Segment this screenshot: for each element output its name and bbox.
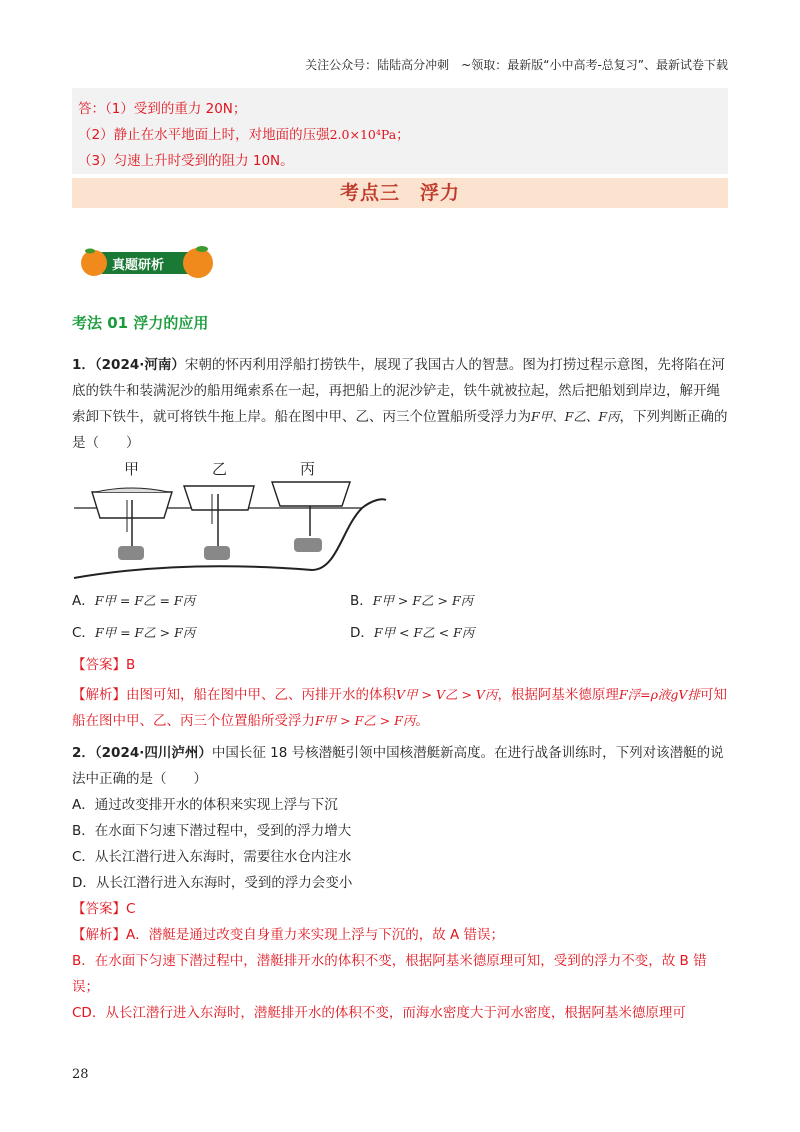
q1-analysis: 【解析】由图可知，船在图中甲、乙、丙排开水的体积V甲 > V乙 > V丙，根据阿基米德原理F浮=ρ液gV排可知 船在图中甲、乙、丙三个位置船所受浮力F甲 > F乙 > F丙。 [72,687,727,729]
section-title-bar [72,178,728,208]
q1-number: 1． [72,357,95,373]
page-number: 28 [72,1067,89,1082]
q2-option-c: C．从长江潜行进入东海时，需要往水仓内注水 [72,849,352,865]
q1-option-b: B．F甲 > F乙 > F丙 [350,593,474,609]
label-jia: 甲 [124,460,140,478]
q2-option-a: A．通过改变排开水的体积来实现上浮与下沉 [72,797,338,813]
page-header: 关注公众号：陆陆高分冲刺 ~领取：最新版“小中高考-总复习”、最新试卷下载 [305,58,728,72]
answer-line-1: 答：（1）受到的重力 20N； [78,101,247,117]
q2-answer: 【答案】C [72,901,136,917]
question-1 [72,352,728,456]
badge [76,242,216,282]
q1-answer: 【答案】B [72,657,136,673]
q1-text2: ，下列判断正确的是（ ） [72,409,728,451]
answer-box [72,88,728,174]
question-2: 2．（2024·四川泸州）中国长征 18 号核潜艇引领中国核潜艇新高度。在进行战备训练时，下列对该潜艇的说法中正确的是（ ） [72,745,724,787]
answer-line-3: （3）匀速上升时受到的阻力 10N。 [78,153,294,169]
q1-forces: F甲、F乙、F丙 [531,409,620,424]
q2-option-b: B．在水面下匀速下潜过程中，受到的浮力增大 [72,823,352,839]
q1-option-a: A．F甲 = F乙 = F丙 [72,593,196,609]
q1-source: （2024·河南） [94,357,185,373]
label-bing: 丙 [300,460,316,478]
method-title: 考法 01 浮力的应用 [72,314,209,332]
q1-option-c: C．F甲 = F乙 > F丙 [72,625,196,641]
badge-label: 真题研析 [112,258,165,273]
label-yi: 乙 [212,460,228,478]
q1-text: 宋朝的怀丙利用浮船打捞铁牛，展现了我国古人的智慧。图为打捞过程示意图，先将陷在河底的铁牛和装满泥沙的船用绳索系在一起，再把船上的泥沙铲走，铁牛就被拉起，然后把船划到岸边，解开绳索卸下铁牛，就可将铁牛拖上岸。船在图中甲、乙、丙三个位置船所受浮力为 [72,357,725,425]
answer-line-2: （2）静止在水平地面上时，对地面的压强2.0×10⁴Pa； [78,127,410,143]
q2-option-d: D．从长江潜行进入东海时，受到的浮力会变小 [72,875,353,891]
q1-option-d: D．F甲 < F乙 < F丙 [350,625,475,641]
section-title: 考点三 浮力 [339,182,460,204]
boat-diagram [72,458,392,582]
q2-analysis: 【解析】A．潜艇是通过改变自身重力来实现上浮与下沉的，故 A 错误； B．在水面下匀速下潜过程中，潜艇排开水的体积不变，根据阿基米德原理可知，受到的浮力不变，故 B 错误； CD．从长江潜行进入东海时，潜艇排开水的体积不变，而海水密度大于河水密度，根据阿基米德原理可 [72,927,707,1021]
